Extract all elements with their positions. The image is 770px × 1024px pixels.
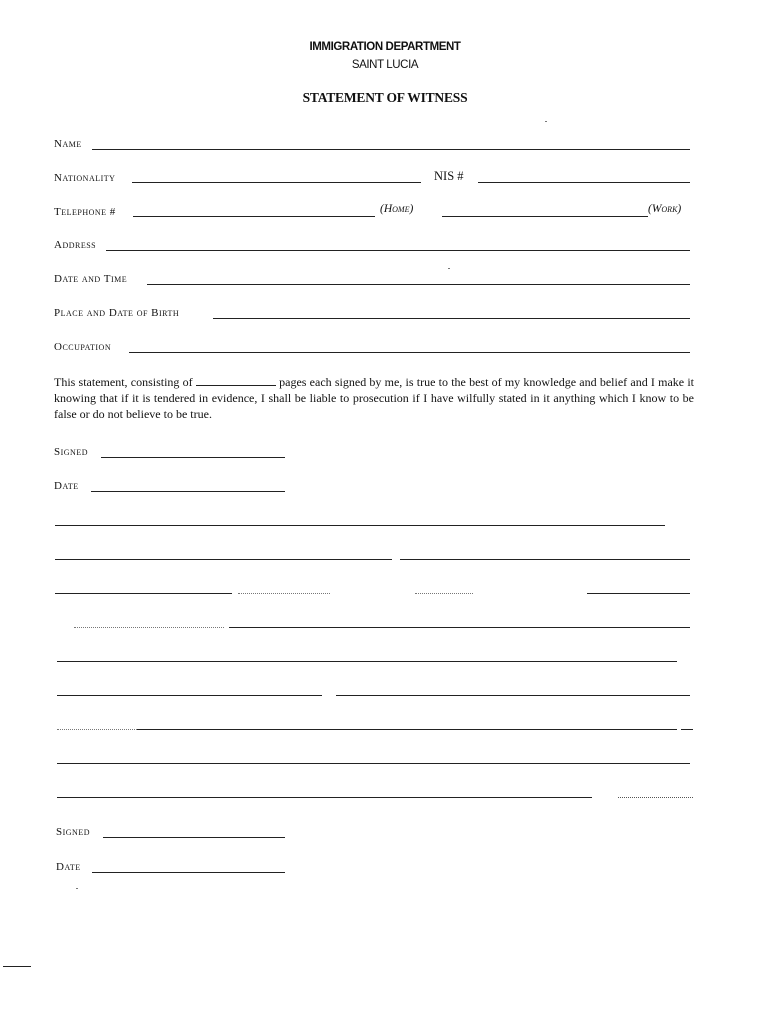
statement-line[interactable] xyxy=(229,627,690,628)
country-heading: SAINT LUCIA xyxy=(351,59,419,71)
occupation-label: Occupation xyxy=(54,341,112,353)
date-field-bottom[interactable] xyxy=(92,872,285,873)
name-field[interactable] xyxy=(92,149,690,150)
statement-line-faint[interactable] xyxy=(57,729,137,730)
place-date-birth-label: Place and Date of Birth xyxy=(54,307,180,319)
address-field[interactable] xyxy=(106,250,690,251)
nis-label: NIS # xyxy=(434,169,464,183)
statement-line[interactable] xyxy=(587,593,690,594)
scan-mark xyxy=(3,966,31,967)
nationality-label: Nationality xyxy=(54,172,116,184)
statement-line[interactable] xyxy=(57,695,322,696)
statement-line[interactable] xyxy=(55,593,232,594)
telephone-label: Telephone # xyxy=(54,206,116,218)
statement-line[interactable] xyxy=(681,729,693,730)
statement-line[interactable] xyxy=(55,559,392,560)
date-time-label: Date and Time xyxy=(54,273,128,285)
date-time-field[interactable] xyxy=(147,284,690,285)
date-label-bottom: Date xyxy=(56,861,81,873)
statement-line-faint[interactable] xyxy=(618,797,693,798)
nis-field[interactable] xyxy=(478,182,690,183)
signed-label-top: Signed xyxy=(54,446,89,458)
statement-text-start: This statement, consisting of xyxy=(54,375,193,389)
work-label: (Work) xyxy=(648,203,682,215)
statement-text-end: pages each signed by me, is true to the best of my knowledge and belief and I make it knowing that if it is tendered in evidence, I shall be liable to prosecution if I have wilfully stated in it anything which I know to be false or do not believe to be true. xyxy=(54,375,695,421)
statement-paragraph xyxy=(54,374,694,422)
statement-line[interactable] xyxy=(336,695,690,696)
department-heading: IMMIGRATION DEPARTMENT xyxy=(309,41,461,53)
signed-label-bottom: Signed xyxy=(56,826,91,838)
scan-speck xyxy=(76,888,78,889)
date-label-top: Date xyxy=(54,480,79,492)
nationality-field[interactable] xyxy=(132,182,421,183)
home-label: (Home) xyxy=(380,203,414,215)
signature-field-bottom[interactable] xyxy=(103,837,285,838)
signature-field-top[interactable] xyxy=(101,457,285,458)
name-label: Name xyxy=(54,138,82,150)
occupation-field[interactable] xyxy=(129,352,690,353)
work-phone-field[interactable] xyxy=(442,216,648,217)
date-field-top[interactable] xyxy=(91,491,285,492)
home-phone-field[interactable] xyxy=(133,216,375,217)
statement-line-faint[interactable] xyxy=(74,627,224,628)
form-title: STATEMENT OF WITNESS xyxy=(302,90,468,105)
statement-line-faint[interactable] xyxy=(415,593,473,594)
statement-line-faint[interactable] xyxy=(238,593,330,594)
statement-line[interactable] xyxy=(137,729,677,730)
statement-line[interactable] xyxy=(400,559,690,560)
statement-line[interactable] xyxy=(57,797,592,798)
statement-line[interactable] xyxy=(57,661,677,662)
statement-line[interactable] xyxy=(55,525,665,526)
pages-count-field[interactable] xyxy=(196,375,276,386)
scan-speck xyxy=(545,121,547,122)
address-label: Address xyxy=(54,239,97,251)
scan-speck xyxy=(448,268,450,269)
statement-line[interactable] xyxy=(57,763,690,764)
place-date-birth-field[interactable] xyxy=(213,318,690,319)
